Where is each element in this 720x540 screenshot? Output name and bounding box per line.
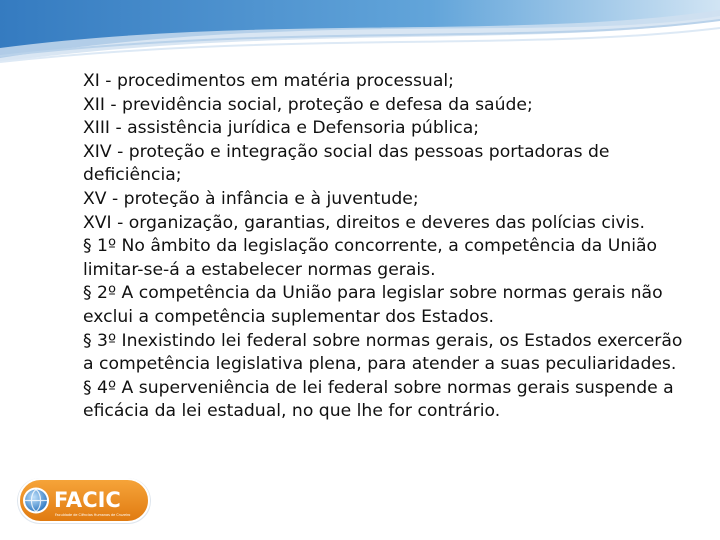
- paragraph-xii: XII - previdência social, proteção e defesa da saúde;: [83, 94, 533, 115]
- logo-tagline: Faculdade de Ciências Humanas de Cruzeiro: [55, 513, 131, 517]
- paragraph-s3: § 3º Inexistindo lei federal sobre normas gerais, os Estados exercerão a competência legislativa plena, para atender a suas peculiaridades.: [83, 330, 683, 375]
- wave-graphic: [0, 0, 720, 70]
- paragraph-s1: § 1º No âmbito da legislação concorrente, a competência da União limitar-se-á a estabelecer normas gerais.: [83, 236, 658, 280]
- paragraph-xvi: XVI - organização, garantias, direitos e deveres das polícias civis.: [83, 212, 645, 233]
- top-wave-banner: [0, 0, 720, 70]
- paragraph-s2: § 2º A competência da União para legislar sobre normas gerais não exclui a competência suplementar dos Estados.: [83, 283, 663, 327]
- paragraph-xiii: XIII - assistência jurídica e Defensoria pública;: [83, 118, 480, 139]
- facic-logo: [16, 476, 152, 526]
- facic-logo-graphic: [16, 476, 152, 526]
- slide-text-body: [83, 70, 698, 424]
- paragraph-s4: § 4º A superveniência de lei federal sobre normas gerais suspende a eficácia da lei estadual, no que lhe for contrário.: [83, 377, 674, 422]
- paragraph-xiv: XIV - proteção e integração social das pessoas portadoras de deficiência;: [83, 141, 610, 186]
- paragraph-xi: XI - procedimentos em matéria processual;: [83, 71, 454, 91]
- logo-wordmark: FACIC: [54, 488, 121, 512]
- paragraph-xv: XV - proteção à infância e à juventude;: [83, 188, 419, 209]
